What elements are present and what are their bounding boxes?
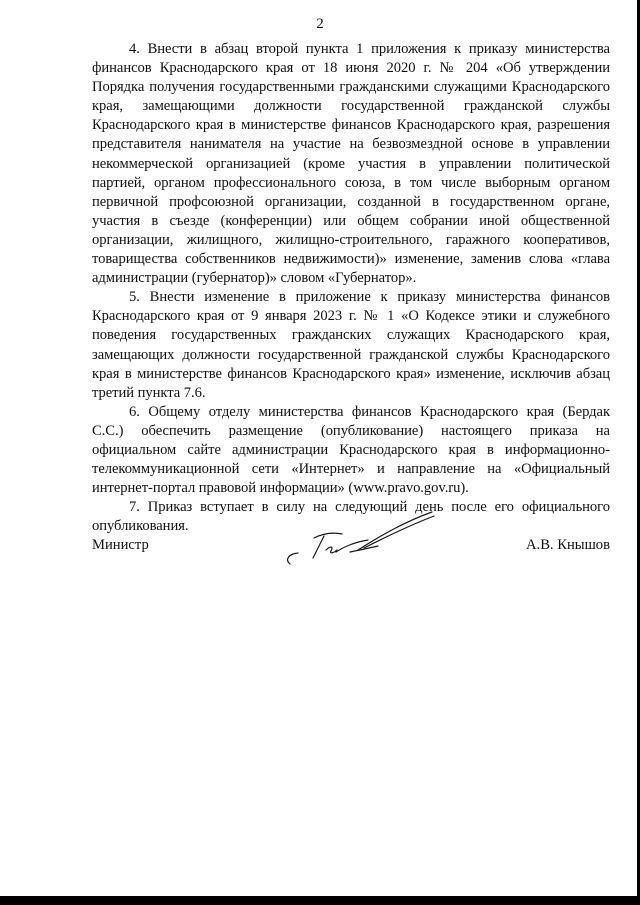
paragraph-7: 7. Приказ вступает в силу на следующий день после его официального опубликования. xyxy=(92,499,610,535)
signature-block xyxy=(92,508,610,578)
scan-border-bottom xyxy=(0,896,640,905)
document-body xyxy=(92,40,610,536)
signer-position: Министр xyxy=(92,537,149,553)
signer-name: А.В. Кнышов xyxy=(526,537,610,553)
page-number: 2 xyxy=(316,16,324,32)
paragraph-4: 4. Внести в абзац второй пункта 1 приложения к приказу министерства финансов Краснодарского края от 18 июня 2020 г. № 204 «Об утверждении Порядка получения государственными гражданскими служащими Краснодарского края, замещающими должности государственной гражданской службы Краснодарского края в министерстве финансов Краснодарского края, разрешения представителя нанимателя на участие на безвозмездной основе в управлении некоммерческой организацией (кроме участия в управлении политической партией, органом профессионального союза, в том числе выборным органом первичной профсоюзной организации, созданной в государственном органе, участия в съезде (конференции) или общем собрании иной общественной организации, жилищного, жилищно-строительного, гаражного кооперативов, товарищества собственников недвижимости)» изменение, заменив слова «глава администрации (губернатор)» словом «Губернатор». xyxy=(92,41,610,287)
paragraph-5: 5. Внести изменение в приложение к приказу министерства финансов Краснодарского края от 9 января 2023 г. № 1 «О Кодексе этики и служебного поведения государственных гражданских служащих Краснодарского края, замещающих должности государственной гражданской службы Краснодарского края в министерстве финансов Краснодарского края» изменение, исключив абзац третий пункта 7.6. xyxy=(92,289,610,401)
handwritten-signature-icon xyxy=(284,508,444,572)
paragraph-6: 6. Общему отделу министерства финансов Краснодарского края (Бердак С.С.) обеспечить размещение (опубликование) настоящего приказа на официальном сайте администрации Краснодарского края в информационно-телекоммуникационной сети «Интернет» и направление на «Официальный интернет-портал правовой информации» (www.pravo.gov.ru). xyxy=(92,403,610,497)
